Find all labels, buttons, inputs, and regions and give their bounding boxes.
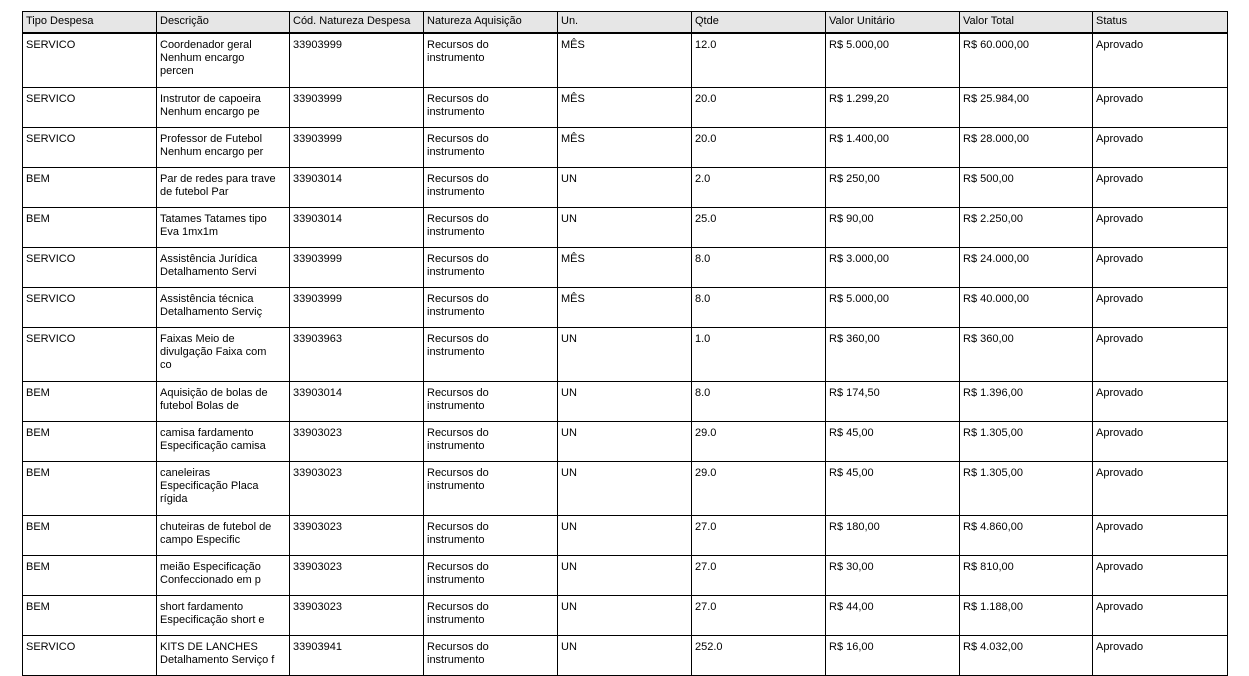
table-row xyxy=(23,208,1228,248)
cell-quantidade: 8.0 xyxy=(692,248,826,288)
cell-tipo-despesa: SERVICO xyxy=(23,328,157,382)
column-header-quantidade: Qtde xyxy=(692,12,826,34)
cell-codigo-natureza: 33903023 xyxy=(290,422,424,462)
cell-status: Aprovado xyxy=(1093,382,1228,422)
cell-unidade: UN xyxy=(558,462,692,516)
cell-quantidade: 20.0 xyxy=(692,128,826,168)
cell-status: Aprovado xyxy=(1093,88,1228,128)
cell-descricao: Instrutor de capoeira Nenhum encargo pe xyxy=(157,88,290,128)
cell-descricao: Assistência Jurídica Detalhamento Servi xyxy=(157,248,290,288)
table-row xyxy=(23,288,1228,328)
table-row xyxy=(23,596,1228,636)
cell-valor-total: R$ 1.305,00 xyxy=(960,462,1093,516)
cell-codigo-natureza: 33903999 xyxy=(290,33,424,88)
table-row xyxy=(23,382,1228,422)
table-body xyxy=(23,33,1228,676)
cell-natureza-aquisicao: Recursos do instrumento xyxy=(424,596,558,636)
column-header-status: Status xyxy=(1093,12,1228,34)
cell-codigo-natureza: 33903023 xyxy=(290,556,424,596)
cell-natureza-aquisicao: Recursos do instrumento xyxy=(424,128,558,168)
cell-quantidade: 1.0 xyxy=(692,328,826,382)
cell-valor-total: R$ 4.860,00 xyxy=(960,516,1093,556)
cell-valor-unitario: R$ 90,00 xyxy=(826,208,960,248)
cell-status: Aprovado xyxy=(1093,636,1228,676)
cell-unidade: MÊS xyxy=(558,288,692,328)
cell-codigo-natureza: 33903023 xyxy=(290,516,424,556)
cell-valor-total: R$ 25.984,00 xyxy=(960,88,1093,128)
cell-natureza-aquisicao: Recursos do instrumento xyxy=(424,382,558,422)
cell-valor-total: R$ 810,00 xyxy=(960,556,1093,596)
cell-tipo-despesa: BEM xyxy=(23,516,157,556)
cell-natureza-aquisicao: Recursos do instrumento xyxy=(424,248,558,288)
cell-valor-unitario: R$ 16,00 xyxy=(826,636,960,676)
table-row xyxy=(23,248,1228,288)
column-header-unidade: Un. xyxy=(558,12,692,34)
cell-codigo-natureza: 33903941 xyxy=(290,636,424,676)
cell-tipo-despesa: SERVICO xyxy=(23,288,157,328)
table-row xyxy=(23,636,1228,676)
cell-unidade: MÊS xyxy=(558,248,692,288)
cell-valor-total: R$ 1.396,00 xyxy=(960,382,1093,422)
cell-tipo-despesa: SERVICO xyxy=(23,88,157,128)
cell-descricao: caneleiras Especificação Placa rígida xyxy=(157,462,290,516)
table-row xyxy=(23,556,1228,596)
cell-quantidade: 29.0 xyxy=(692,422,826,462)
cell-unidade: MÊS xyxy=(558,88,692,128)
cell-descricao: Par de redes para trave de futebol Par xyxy=(157,168,290,208)
cell-valor-total: R$ 2.250,00 xyxy=(960,208,1093,248)
cell-valor-unitario: R$ 5.000,00 xyxy=(826,288,960,328)
cell-valor-unitario: R$ 45,00 xyxy=(826,462,960,516)
cell-status: Aprovado xyxy=(1093,288,1228,328)
cell-descricao: Aquisição de bolas de futebol Bolas de xyxy=(157,382,290,422)
cell-natureza-aquisicao: Recursos do instrumento xyxy=(424,462,558,516)
cell-status: Aprovado xyxy=(1093,248,1228,288)
cell-codigo-natureza: 33903999 xyxy=(290,128,424,168)
cell-unidade: MÊS xyxy=(558,33,692,88)
cell-quantidade: 25.0 xyxy=(692,208,826,248)
column-header-valor-unitario: Valor Unitário xyxy=(826,12,960,34)
table-row xyxy=(23,422,1228,462)
cell-quantidade: 8.0 xyxy=(692,288,826,328)
column-header-codigo-natureza: Cód. Natureza Despesa xyxy=(290,12,424,34)
cell-status: Aprovado xyxy=(1093,422,1228,462)
column-header-tipo-despesa: Tipo Despesa xyxy=(23,12,157,34)
cell-status: Aprovado xyxy=(1093,33,1228,88)
cell-codigo-natureza: 33903963 xyxy=(290,328,424,382)
cell-unidade: UN xyxy=(558,382,692,422)
cell-status: Aprovado xyxy=(1093,556,1228,596)
cell-quantidade: 27.0 xyxy=(692,596,826,636)
cell-descricao: Professor de Futebol Nenhum encargo per xyxy=(157,128,290,168)
cell-valor-total: R$ 360,00 xyxy=(960,328,1093,382)
table-row xyxy=(23,516,1228,556)
cell-descricao: Assistência técnica Detalhamento Serviç xyxy=(157,288,290,328)
cell-descricao: Coordenador geral Nenhum encargo percen xyxy=(157,33,290,88)
cell-valor-unitario: R$ 360,00 xyxy=(826,328,960,382)
cell-natureza-aquisicao: Recursos do instrumento xyxy=(424,288,558,328)
cell-unidade: UN xyxy=(558,422,692,462)
cell-descricao: Faixas Meio de divulgação Faixa com co xyxy=(157,328,290,382)
cell-valor-total: R$ 60.000,00 xyxy=(960,33,1093,88)
cell-unidade: UN xyxy=(558,596,692,636)
cell-valor-total: R$ 40.000,00 xyxy=(960,288,1093,328)
cell-valor-total: R$ 24.000,00 xyxy=(960,248,1093,288)
cell-tipo-despesa: BEM xyxy=(23,422,157,462)
cell-valor-unitario: R$ 5.000,00 xyxy=(826,33,960,88)
cell-tipo-despesa: SERVICO xyxy=(23,33,157,88)
column-header-valor-total: Valor Total xyxy=(960,12,1093,34)
cell-descricao: KITS DE LANCHES Detalhamento Serviço f xyxy=(157,636,290,676)
cell-valor-total: R$ 1.188,00 xyxy=(960,596,1093,636)
cell-quantidade: 27.0 xyxy=(692,516,826,556)
cell-natureza-aquisicao: Recursos do instrumento xyxy=(424,208,558,248)
cell-tipo-despesa: BEM xyxy=(23,556,157,596)
cell-tipo-despesa: BEM xyxy=(23,168,157,208)
cell-valor-unitario: R$ 250,00 xyxy=(826,168,960,208)
cell-natureza-aquisicao: Recursos do instrumento xyxy=(424,168,558,208)
cell-valor-unitario: R$ 45,00 xyxy=(826,422,960,462)
cell-unidade: UN xyxy=(558,556,692,596)
table-row xyxy=(23,128,1228,168)
cell-valor-unitario: R$ 174,50 xyxy=(826,382,960,422)
table-row xyxy=(23,328,1228,382)
cell-quantidade: 252.0 xyxy=(692,636,826,676)
table-row xyxy=(23,168,1228,208)
cell-descricao: meião Especificação Confeccionado em p xyxy=(157,556,290,596)
cell-unidade: UN xyxy=(558,168,692,208)
cell-unidade: UN xyxy=(558,208,692,248)
cell-natureza-aquisicao: Recursos do instrumento xyxy=(424,33,558,88)
cell-descricao: camisa fardamento Especificação camisa xyxy=(157,422,290,462)
cell-codigo-natureza: 33903999 xyxy=(290,88,424,128)
cell-tipo-despesa: SERVICO xyxy=(23,248,157,288)
cell-quantidade: 29.0 xyxy=(692,462,826,516)
cell-status: Aprovado xyxy=(1093,462,1228,516)
cell-valor-unitario: R$ 1.400,00 xyxy=(826,128,960,168)
cell-valor-unitario: R$ 3.000,00 xyxy=(826,248,960,288)
cell-tipo-despesa: BEM xyxy=(23,462,157,516)
cell-codigo-natureza: 33903999 xyxy=(290,288,424,328)
cell-tipo-despesa: SERVICO xyxy=(23,636,157,676)
cell-natureza-aquisicao: Recursos do instrumento xyxy=(424,556,558,596)
cell-quantidade: 27.0 xyxy=(692,556,826,596)
cell-valor-unitario: R$ 30,00 xyxy=(826,556,960,596)
expenses-table xyxy=(22,11,1228,676)
cell-valor-total: R$ 1.305,00 xyxy=(960,422,1093,462)
cell-quantidade: 12.0 xyxy=(692,33,826,88)
cell-natureza-aquisicao: Recursos do instrumento xyxy=(424,88,558,128)
table-row xyxy=(23,462,1228,516)
cell-valor-unitario: R$ 180,00 xyxy=(826,516,960,556)
cell-codigo-natureza: 33903014 xyxy=(290,208,424,248)
cell-valor-unitario: R$ 44,00 xyxy=(826,596,960,636)
cell-valor-total: R$ 4.032,00 xyxy=(960,636,1093,676)
cell-tipo-despesa: SERVICO xyxy=(23,128,157,168)
cell-valor-unitario: R$ 1.299,20 xyxy=(826,88,960,128)
table-row xyxy=(23,33,1228,88)
cell-codigo-natureza: 33903014 xyxy=(290,382,424,422)
cell-valor-total: R$ 28.000,00 xyxy=(960,128,1093,168)
cell-codigo-natureza: 33903014 xyxy=(290,168,424,208)
column-header-descricao: Descrição xyxy=(157,12,290,34)
cell-unidade: UN xyxy=(558,516,692,556)
cell-status: Aprovado xyxy=(1093,168,1228,208)
cell-status: Aprovado xyxy=(1093,208,1228,248)
cell-status: Aprovado xyxy=(1093,328,1228,382)
cell-natureza-aquisicao: Recursos do instrumento xyxy=(424,516,558,556)
cell-tipo-despesa: BEM xyxy=(23,208,157,248)
cell-descricao: chuteiras de futebol de campo Especific xyxy=(157,516,290,556)
cell-status: Aprovado xyxy=(1093,596,1228,636)
table-row xyxy=(23,88,1228,128)
cell-unidade: UN xyxy=(558,328,692,382)
cell-tipo-despesa: BEM xyxy=(23,382,157,422)
cell-status: Aprovado xyxy=(1093,516,1228,556)
cell-descricao: Tatames Tatames tipo Eva 1mx1m xyxy=(157,208,290,248)
cell-tipo-despesa: BEM xyxy=(23,596,157,636)
cell-descricao: short fardamento Especificação short e xyxy=(157,596,290,636)
cell-valor-total: R$ 500,00 xyxy=(960,168,1093,208)
cell-quantidade: 20.0 xyxy=(692,88,826,128)
cell-unidade: MÊS xyxy=(558,128,692,168)
column-header-natureza-aquisicao: Natureza Aquisição xyxy=(424,12,558,34)
cell-unidade: UN xyxy=(558,636,692,676)
cell-codigo-natureza: 33903023 xyxy=(290,462,424,516)
cell-quantidade: 2.0 xyxy=(692,168,826,208)
cell-quantidade: 8.0 xyxy=(692,382,826,422)
cell-codigo-natureza: 33903999 xyxy=(290,248,424,288)
cell-natureza-aquisicao: Recursos do instrumento xyxy=(424,636,558,676)
table-header-row xyxy=(23,12,1228,34)
cell-codigo-natureza: 33903023 xyxy=(290,596,424,636)
cell-status: Aprovado xyxy=(1093,128,1228,168)
cell-natureza-aquisicao: Recursos do instrumento xyxy=(424,422,558,462)
cell-natureza-aquisicao: Recursos do instrumento xyxy=(424,328,558,382)
